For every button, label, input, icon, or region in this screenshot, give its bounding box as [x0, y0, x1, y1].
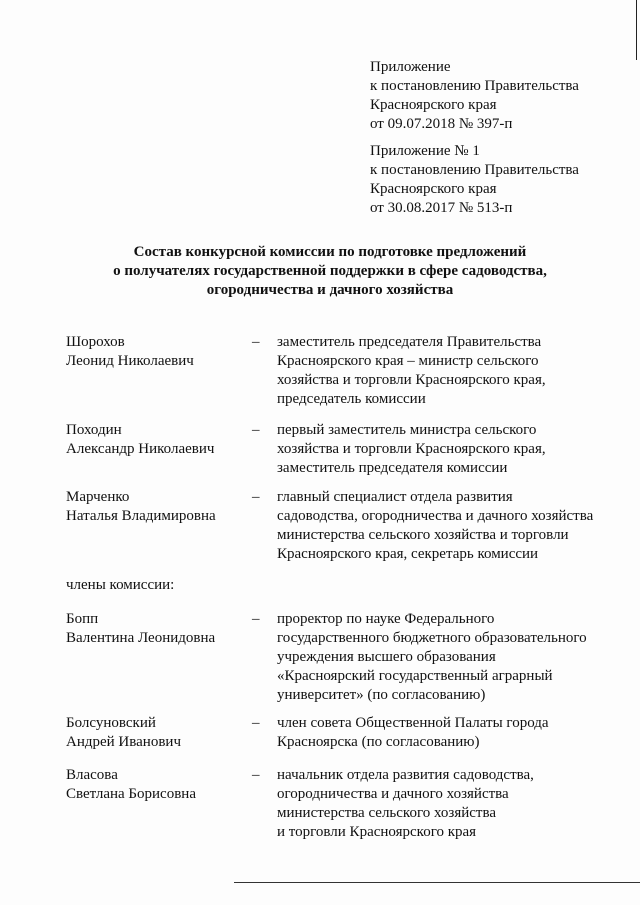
role-line: университет» (по согласованию) — [277, 687, 486, 703]
role-line: начальник отдела развития садоводства, — [277, 767, 534, 783]
role-line: главный специалист отдела развития — [277, 489, 513, 505]
scan-edge-line — [636, 0, 637, 60]
dash-separator: – — [252, 611, 260, 627]
member-given-names: Александр Николаевич — [66, 441, 215, 457]
member-surname: Бопп — [66, 611, 99, 627]
dash-separator: – — [252, 334, 260, 350]
member-surname: Власова — [66, 767, 118, 783]
appendix-line: от 30.08.2017 № 513-п — [370, 200, 513, 216]
member-name — [66, 766, 251, 804]
role-line: министерства сельского хозяйства — [277, 805, 497, 821]
appendix-header-2 — [370, 142, 630, 218]
role-line: Красноярска (по согласованию) — [277, 734, 480, 750]
role-line: проректор по науке Федерального — [277, 611, 495, 627]
title-line: огородничества и дачного хозяйства — [206, 282, 454, 298]
member-given-names: Леонид Николаевич — [66, 353, 194, 369]
role-line: государственного бюджетного образовательного — [277, 630, 587, 646]
member-role — [277, 333, 622, 409]
member-surname: Походин — [66, 422, 122, 438]
appendix-line: Приложение № 1 — [370, 143, 480, 159]
dash-separator: – — [252, 422, 260, 438]
role-line: Красноярского края – министр сельского — [277, 353, 539, 369]
appendix-line: к постановлению Правительства — [370, 162, 579, 178]
dash-separator: – — [252, 715, 260, 731]
role-line: первый заместитель министра сельского — [277, 422, 537, 438]
role-line: «Красноярский государственный аграрный — [277, 668, 553, 684]
member-given-names: Андрей Иванович — [66, 734, 181, 750]
appendix-header-1 — [370, 58, 630, 134]
member-role — [277, 421, 622, 478]
role-line: заместитель председателя Правительства — [277, 334, 542, 350]
member-given-names: Светлана Борисовна — [66, 786, 196, 802]
member-surname: Болсуновский — [66, 715, 156, 731]
members-label: члены комиссии: — [66, 577, 175, 593]
role-line: член совета Общественной Палаты города — [277, 715, 549, 731]
role-line: и торговли Красноярского края — [277, 824, 477, 840]
role-line: хозяйства и торговли Красноярского края, — [277, 441, 546, 457]
appendix-line: Красноярского края — [370, 181, 497, 197]
role-line: учреждения высшего образования — [277, 649, 496, 665]
role-line: председатель комиссии — [277, 391, 426, 407]
member-role — [277, 714, 622, 752]
dash-separator: – — [252, 767, 260, 783]
member-surname: Марченко — [66, 489, 130, 505]
title-line: о получателях государственной поддержки в сфере садоводства, — [113, 263, 547, 279]
member-surname: Шорохов — [66, 334, 125, 350]
appendix-line: Приложение — [370, 59, 451, 75]
role-line: хозяйства и торговли Красноярского края, — [277, 372, 546, 388]
member-name — [66, 714, 251, 752]
role-line: огородничества и дачного хозяйства — [277, 786, 509, 802]
appendix-line: от 09.07.2018 № 397-п — [370, 116, 513, 132]
member-role — [277, 766, 622, 842]
title-line: Состав конкурсной комиссии по подготовке предложений — [133, 244, 527, 260]
role-line: садоводства, огородничества и дачного хозяйства — [277, 508, 594, 524]
page-bottom-rule — [234, 882, 640, 883]
member-name — [66, 488, 251, 526]
member-role — [277, 488, 622, 564]
member-name — [66, 421, 251, 459]
member-name — [66, 610, 251, 648]
member-name — [66, 333, 251, 371]
member-given-names: Валентина Леонидовна — [66, 630, 216, 646]
role-line: Красноярского края, секретарь комиссии — [277, 546, 539, 562]
appendix-line: Красноярского края — [370, 97, 497, 113]
dash-separator: – — [252, 489, 260, 505]
member-role — [277, 610, 622, 705]
document-title — [60, 243, 600, 300]
appendix-line: к постановлению Правительства — [370, 78, 579, 94]
role-line: министерства сельского хозяйства и торговли — [277, 527, 569, 543]
member-given-names: Наталья Владимировна — [66, 508, 216, 524]
role-line: заместитель председателя комиссии — [277, 460, 508, 476]
